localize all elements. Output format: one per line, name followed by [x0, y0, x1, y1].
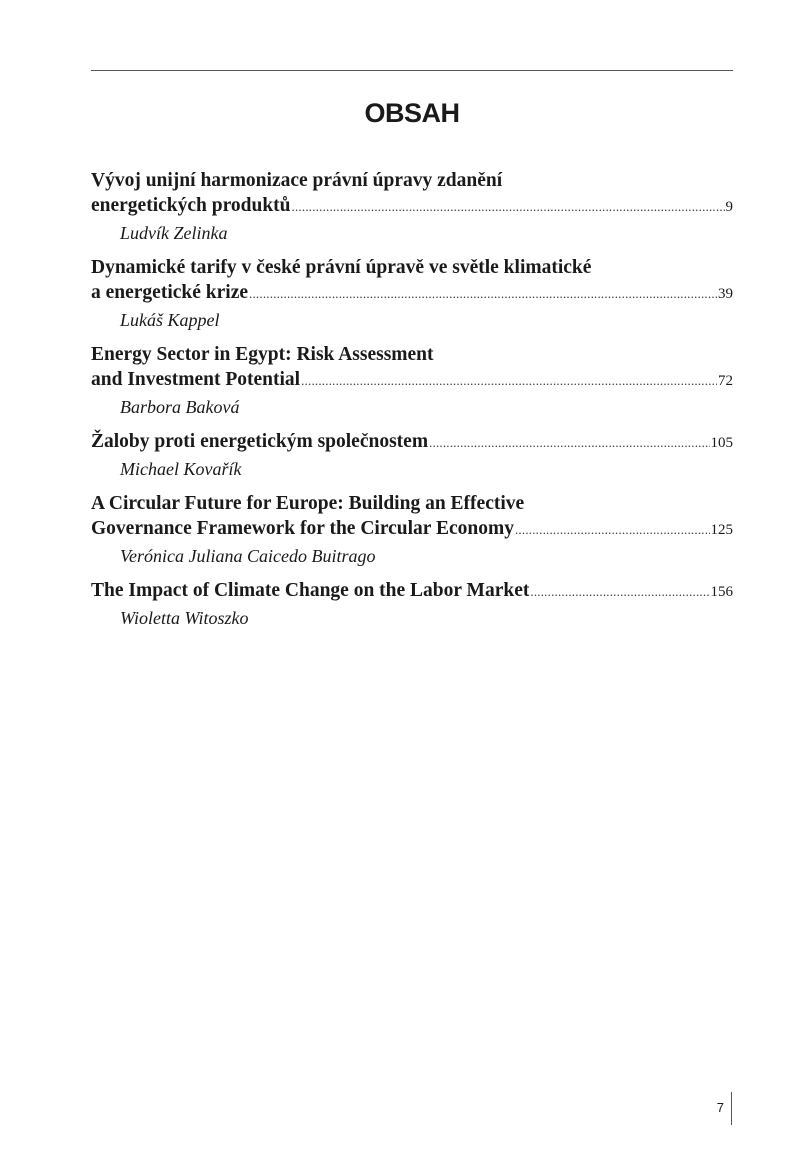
- toc-entry[interactable]: [91, 491, 733, 569]
- toc-entry[interactable]: [91, 255, 733, 333]
- table-of-contents: [91, 168, 733, 631]
- entry-title-line: A Circular Future for Europe: Building an Effective: [91, 493, 525, 514]
- entry-title-line: Energy Sector in Egypt: Risk Assessment: [91, 344, 434, 365]
- dot-leader: [530, 579, 709, 604]
- dot-leader: [429, 430, 709, 455]
- footer-rule: [731, 1092, 732, 1125]
- entry-author: Lukáš Kappel: [120, 310, 220, 330]
- toc-entry[interactable]: [91, 578, 733, 631]
- entry-page-number: 39: [718, 286, 733, 302]
- entry-title-leader: [91, 429, 733, 456]
- toc-entry[interactable]: [91, 168, 733, 246]
- entry-author: Wioletta Witoszko: [120, 608, 249, 628]
- entry-title-leader: [91, 193, 733, 220]
- top-rule: [91, 70, 733, 71]
- entry-page-number: 72: [718, 373, 733, 389]
- dot-leader: [301, 368, 717, 393]
- entry-title-line: energetických produktů: [91, 195, 291, 216]
- dot-leader: [292, 194, 725, 219]
- entry-author: Verónica Juliana Caicedo Buitrago: [120, 546, 376, 566]
- entry-title-leader: [91, 367, 733, 394]
- entry-author: Michael Kovařík: [120, 459, 242, 479]
- entry-title-leader: [91, 516, 733, 543]
- entry-page-number: 125: [710, 522, 733, 538]
- entry-title-line: The Impact of Climate Change on the Labor Market: [91, 580, 530, 601]
- entry-page-number: 156: [710, 584, 733, 600]
- entry-author: Barbora Baková: [120, 397, 240, 417]
- entry-page-number: 105: [710, 435, 733, 451]
- footer-page-number: 7: [716, 1100, 724, 1115]
- entry-title-line: Governance Framework for the Circular Economy: [91, 518, 514, 539]
- toc-entry[interactable]: [91, 429, 733, 482]
- entry-title-line: Vývoj unijní harmonizace právní úpravy zdanění: [91, 170, 503, 191]
- toc-entry[interactable]: [91, 342, 733, 420]
- dot-leader: [249, 281, 717, 306]
- entry-title-leader: [91, 280, 733, 307]
- entry-title-line: a energetické krize: [91, 282, 249, 303]
- entry-title-line: Dynamické tarify v české právní úpravě ve světle klimatické: [91, 257, 592, 278]
- entry-title-leader: [91, 578, 733, 605]
- entry-author: Ludvík Zelinka: [120, 223, 228, 243]
- entry-title-line: and Investment Potential: [91, 369, 301, 390]
- entry-page-number: 9: [725, 199, 733, 215]
- page-title: OBSAH: [364, 98, 460, 128]
- entry-title-line: Žaloby proti energetickým společnostem: [91, 431, 429, 452]
- dot-leader: [515, 517, 710, 542]
